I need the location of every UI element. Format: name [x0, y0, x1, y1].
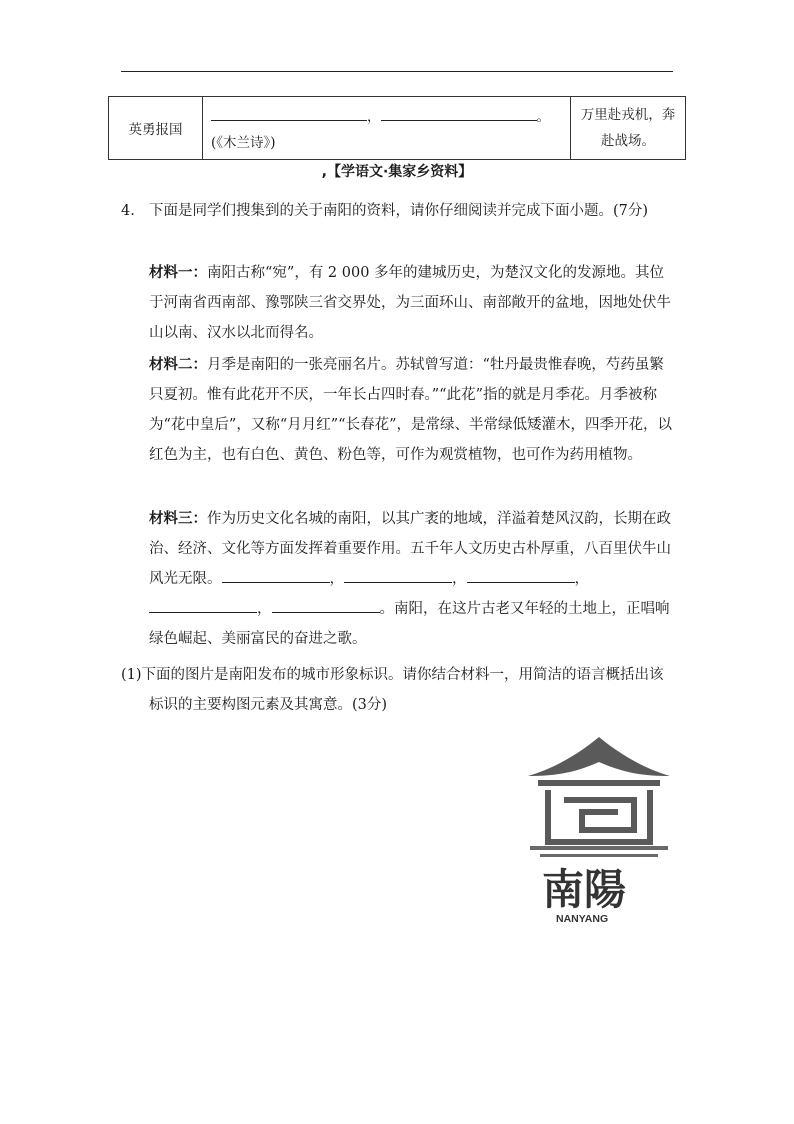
hint-line: 万里赴戎机，奔	[580, 107, 676, 123]
poem-source: (《木兰诗》)	[211, 135, 276, 151]
fill-blank-2[interactable]	[344, 566, 452, 583]
poem-table	[108, 96, 686, 160]
fill-blank-3[interactable]	[467, 566, 575, 583]
material-text: 南阳，在这片古老又年轻的土地上，正唱响绿色崛起、美丽富民的奋进之歌。	[149, 601, 670, 647]
separator: 。	[536, 109, 550, 125]
fill-blank-1[interactable]	[222, 566, 330, 583]
theme-cell: 英勇报国	[109, 97, 203, 160]
separator: ，	[257, 601, 272, 617]
material-text: 南阳古称“宛”，有 2 000 多年的建城历史，为楚汉文化的发源地。其位于河南省西南部、豫鄂陕三省交界处，为三面环山、南部敞开的盆地，因地处伏牛山以南、汉水以北而得名。	[149, 265, 671, 341]
separator: ，	[574, 571, 589, 587]
hint-line: 赴战场。	[601, 133, 655, 149]
separator: ，	[452, 571, 467, 587]
answer-blank-2[interactable]	[381, 106, 537, 121]
sub-question-1	[121, 660, 677, 720]
material-label: 材料一：	[149, 264, 207, 281]
material-2	[149, 350, 677, 470]
material-text: 作为历史文化名城的南阳，以其广袤的地域，洋溢着楚风汉韵，长期在政治、经济、文化等方面发挥着重要作用。五千年人文历史古朴厚重，八百里伏牛山风光无限。	[149, 511, 671, 587]
sub-question-text: (1)下面的图片是南阳发布的城市形象标识。请你结合材料一，用简洁的语言概括出该标识的主要构图元素及其寓意。(3分)	[121, 667, 664, 713]
material-label: 材料二：	[149, 356, 207, 373]
table-row	[109, 97, 686, 160]
material-label: 材料三：	[149, 510, 207, 527]
top-rule	[121, 71, 673, 72]
question-number: 4.	[121, 203, 135, 219]
material-text: 月季是南阳的一张亮丽名片。苏轼曾写道：“牡丹最贵惟春晚，芍药虽繁只夏初。惟有此花开不厌，一年长占四时春。”“此花”指的就是月季花。月季被称为“花中皇后”，又称“月月红”“长春花”，是常绿、半常绿低矮灌木，四季开花，以红色为主，也有白色、黄色、粉色等，可作为观赏植物，也可作为药用植物。	[149, 357, 672, 463]
section-title: ,【学语文·集家乡资料】	[321, 164, 473, 180]
fill-blank-5[interactable]	[272, 596, 380, 613]
nanyang-logo	[526, 734, 672, 924]
question-4	[121, 196, 677, 226]
material-3	[149, 504, 677, 654]
logo-pinyin: NANYANG	[556, 913, 609, 924]
separator: 。	[379, 601, 394, 617]
answer-blank-1[interactable]	[211, 106, 367, 121]
hint-cell	[571, 97, 686, 160]
material-1	[149, 258, 677, 348]
separator: ，	[367, 109, 381, 125]
logo-chars: 南陽	[542, 865, 627, 914]
answer-cell	[203, 97, 571, 160]
fill-blank-4[interactable]	[149, 596, 257, 613]
question-text: 下面是同学们搜集到的关于南阳的资料，请你仔细阅读并完成下面小题。(7分)	[149, 203, 649, 219]
separator: ，	[329, 571, 344, 587]
